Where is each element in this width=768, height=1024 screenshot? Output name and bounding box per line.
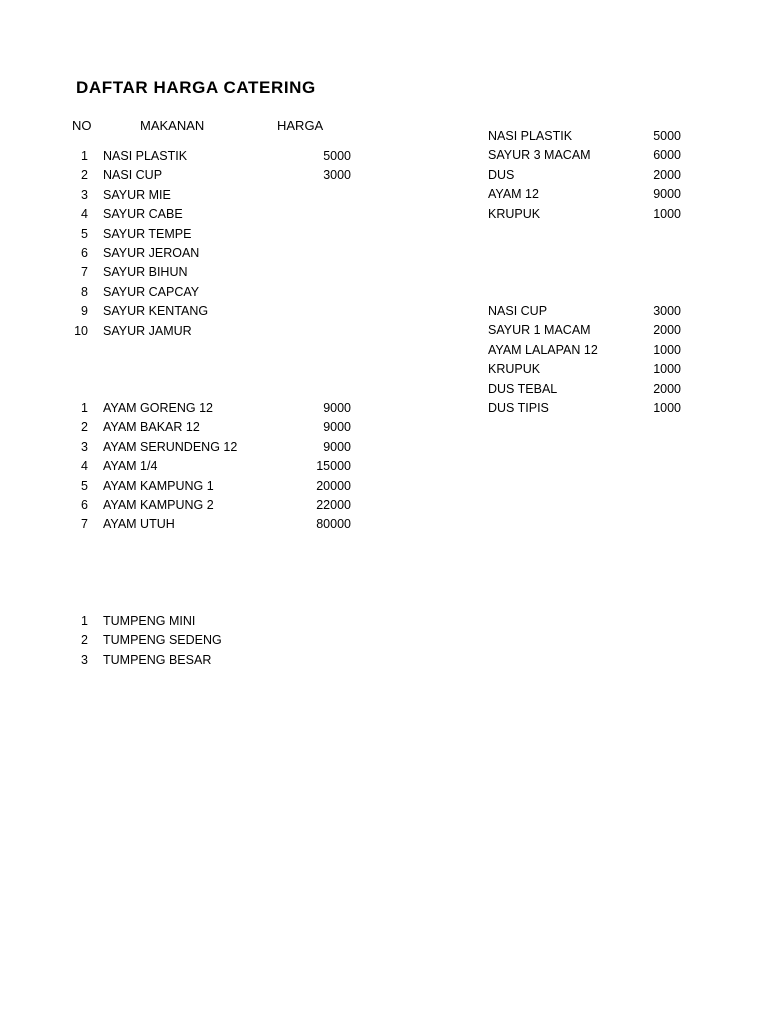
table-row [60,457,360,476]
table-row [60,322,360,341]
row-number: 10 [74,323,88,338]
package-row [480,127,690,146]
header-makanan: MAKANAN [140,118,205,133]
package-item-price: 5000 [653,129,681,143]
table-row [60,418,360,437]
package-row [480,380,690,399]
header-no: NO [72,118,92,133]
package-item-price: 9000 [653,187,681,202]
row-number: 7 [81,265,88,280]
package-item-name: KRUPUK [488,206,541,221]
page-title: DAFTAR HARGA CATERING [76,78,316,97]
item-name: TUMPENG BESAR [103,652,212,667]
item-name: AYAM KAMPUNG 2 [103,498,214,512]
item-price: 80000 [316,517,351,532]
item-name: AYAM GORENG 12 [103,401,213,415]
row-number: 8 [81,284,88,299]
table-row [60,515,360,534]
item-name: SAYUR JEROAN [103,246,200,260]
package-row [480,360,690,379]
item-price: 3000 [323,168,351,183]
row-number: 5 [81,226,88,241]
package-row [480,185,690,204]
table-row [60,651,360,670]
row-number: 3 [81,652,88,667]
package-item-name: SAYUR 3 MACAM [488,148,591,163]
row-number: 1 [81,614,88,628]
table-row [60,438,360,457]
item-name: SAYUR CAPCAY [103,284,200,299]
row-number: 7 [81,517,88,532]
item-name: AYAM UTUH [103,517,175,532]
package-item-name: AYAM 12 [488,187,539,202]
item-name: SAYUR JAMUR [103,323,192,338]
item-price: 5000 [323,149,351,163]
package-row [480,205,690,224]
package-row [480,166,690,185]
item-price: 9000 [323,420,351,435]
table-row [60,477,360,496]
package-item-price: 3000 [653,304,681,318]
row-number: 1 [81,149,88,163]
table-row [60,612,360,631]
row-number: 5 [81,478,88,493]
package-item-name: NASI CUP [488,304,548,318]
item-name: TUMPENG SEDENG [103,633,222,648]
row-number: 2 [81,420,88,435]
header-harga: HARGA [277,118,324,133]
row-number: 2 [81,168,88,183]
row-number: 4 [81,459,88,474]
package-item-price: 2000 [653,381,681,396]
package-item-name: KRUPUK [488,362,541,377]
package-row [480,302,690,321]
row-number: 2 [81,633,88,648]
item-price: 15000 [316,459,351,474]
table-row [60,147,360,166]
package-item-price: 1000 [653,342,681,357]
table-row [60,205,360,224]
package-item-price: 2000 [653,167,681,182]
item-name: AYAM KAMPUNG 1 [103,478,214,493]
item-price: 20000 [316,478,351,493]
item-name: NASI PLASTIK [103,149,188,163]
item-price: 9000 [323,439,351,454]
package-item-price: 1000 [653,401,681,415]
package-item-price: 6000 [653,148,681,163]
table-row [60,186,360,205]
row-number: 6 [81,246,88,260]
package-item-name: DUS [488,167,515,182]
package-item-name: AYAM LALAPAN 12 [488,342,598,357]
package-row [480,399,690,418]
row-number: 1 [81,401,88,415]
package-row [480,321,690,340]
item-name: SAYUR CABE [103,207,183,222]
package-item-name: DUS TIPIS [488,401,549,415]
package-row [480,341,690,360]
item-name: SAYUR TEMPE [103,226,192,241]
table-row [60,225,360,244]
table-row [60,263,360,282]
item-name: SAYUR KENTANG [103,304,209,319]
table-row [60,302,360,321]
package-item-price: 1000 [653,206,681,221]
item-name: AYAM SERUNDENG 12 [103,439,238,454]
table-row [60,399,360,418]
row-number: 3 [81,439,88,454]
package-item-name: DUS TEBAL [488,381,558,396]
package-item-name: NASI PLASTIK [488,129,573,143]
item-name: NASI CUP [103,168,163,183]
table-row [60,166,360,185]
item-name: SAYUR MIE [103,187,171,202]
item-price: 22000 [316,498,351,512]
package-row [480,146,690,165]
item-name: AYAM 1/4 [103,459,158,474]
row-number: 9 [81,304,88,319]
row-number: 6 [81,498,88,512]
row-number: 4 [81,207,88,222]
package-item-price: 2000 [653,323,681,338]
table-row [60,244,360,263]
item-name: AYAM BAKAR 12 [103,420,200,435]
item-price: 9000 [323,401,351,415]
table-row [60,283,360,302]
package-item-name: SAYUR 1 MACAM [488,323,591,338]
table-row [60,631,360,650]
package-item-price: 1000 [653,362,681,377]
item-name: TUMPENG MINI [103,614,196,628]
row-number: 3 [81,187,88,202]
item-name: SAYUR BIHUN [103,265,188,280]
table-row [60,496,360,515]
